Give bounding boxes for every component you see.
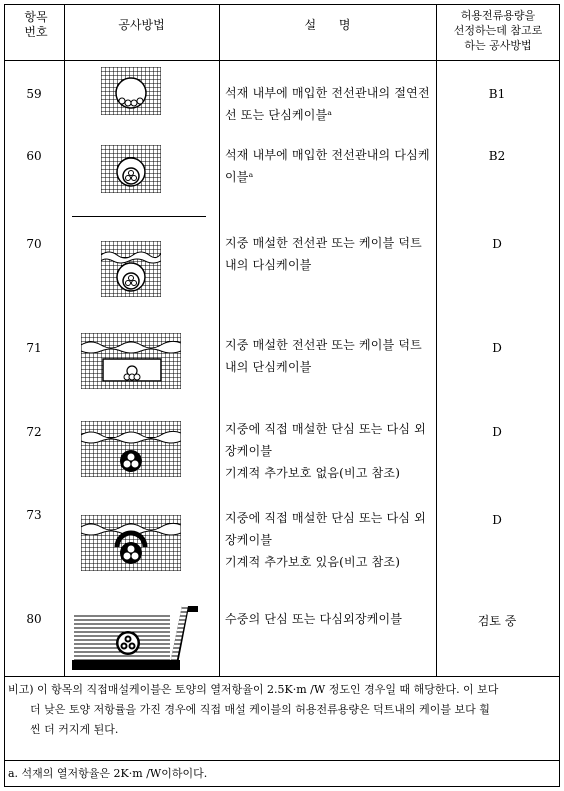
notes-divider <box>4 676 560 677</box>
row-description: 지중에 직접 매설한 단심 또는 다심 외장케이블 기계적 추가보호 있음(비고 참조) <box>225 511 426 569</box>
footnote: a. 석재의 열저항율은 2K·m /W이하이다. <box>8 767 208 780</box>
header-method: 공사방법 <box>118 18 165 32</box>
row-reference: B2 <box>488 149 506 163</box>
row-number: 72 <box>26 425 42 439</box>
row-description: 지중 매설한 전선관 또는 케이블 덕트내의 단심케이블 <box>225 338 422 374</box>
direct-buried-cable-protected-icon <box>81 515 181 571</box>
row-description: 수중의 단심 또는 다심외장케이블 <box>225 612 403 626</box>
row-reference: 검토 중 <box>477 614 517 628</box>
row-number: 73 <box>26 508 42 522</box>
remark-prefix: 비고) <box>8 683 34 696</box>
underground-duct-multicore-icon <box>101 241 161 297</box>
row-reference: D <box>492 237 502 251</box>
header-reference-method: 허용전류용량을 선정하는데 참고로 하는 공사방법 <box>453 9 543 52</box>
row-number: 80 <box>26 612 42 626</box>
direct-buried-cable-icon <box>81 421 181 477</box>
remark-line-1: 이 항목의 직접매설케이블은 토양의 열저항율이 2.5K·m /W 정도인 경우일 때 해당한다. 이 보다 <box>37 683 499 696</box>
header-divider <box>4 60 560 61</box>
conduit-in-masonry-single-cores-icon <box>101 67 161 115</box>
header-description: 설 명 <box>304 18 351 32</box>
row-number: 70 <box>26 237 42 251</box>
row-reference: D <box>492 425 502 439</box>
row-description: 지중 매설한 전선관 또는 케이블 덕트내의 다심케이블 <box>225 236 422 272</box>
row-number: 60 <box>26 149 42 163</box>
remark-line-3: 씬 더 커지게 된다. <box>30 723 119 736</box>
row-description: 석재 내부에 매입한 전선관내의 다심케이블ᵃ <box>225 148 430 184</box>
col-divider <box>219 4 220 676</box>
conduit-in-masonry-multicore-icon <box>101 145 161 193</box>
row-reference: B1 <box>488 87 506 101</box>
col-divider <box>64 4 65 676</box>
header-item-no: 항목 번호 <box>24 10 48 39</box>
row-reference: D <box>492 513 502 527</box>
row-reference: D <box>492 341 502 355</box>
row-number: 59 <box>26 87 42 101</box>
remark-note <box>8 680 554 740</box>
ground-level-line <box>72 216 206 217</box>
underground-duct-single-core-icon <box>81 333 181 389</box>
col-divider <box>436 4 437 676</box>
remark-line-2: 더 낮은 토양 저항률을 가진 경우에 직접 매설 케이블의 허용전류용량은 덕트내의 케이블 보다 훨 <box>30 703 490 716</box>
row-description: 지중에 직접 매설한 단심 또는 다심 외장케이블 기계적 추가보호 없음(비고 참조) <box>225 422 426 480</box>
submerged-cable-icon <box>70 598 200 672</box>
footnote-divider <box>4 760 560 761</box>
row-description: 석재 내부에 매입한 전선관내의 절연전선 또는 단심케이블ᵃ <box>225 86 430 122</box>
row-number: 71 <box>26 341 42 355</box>
